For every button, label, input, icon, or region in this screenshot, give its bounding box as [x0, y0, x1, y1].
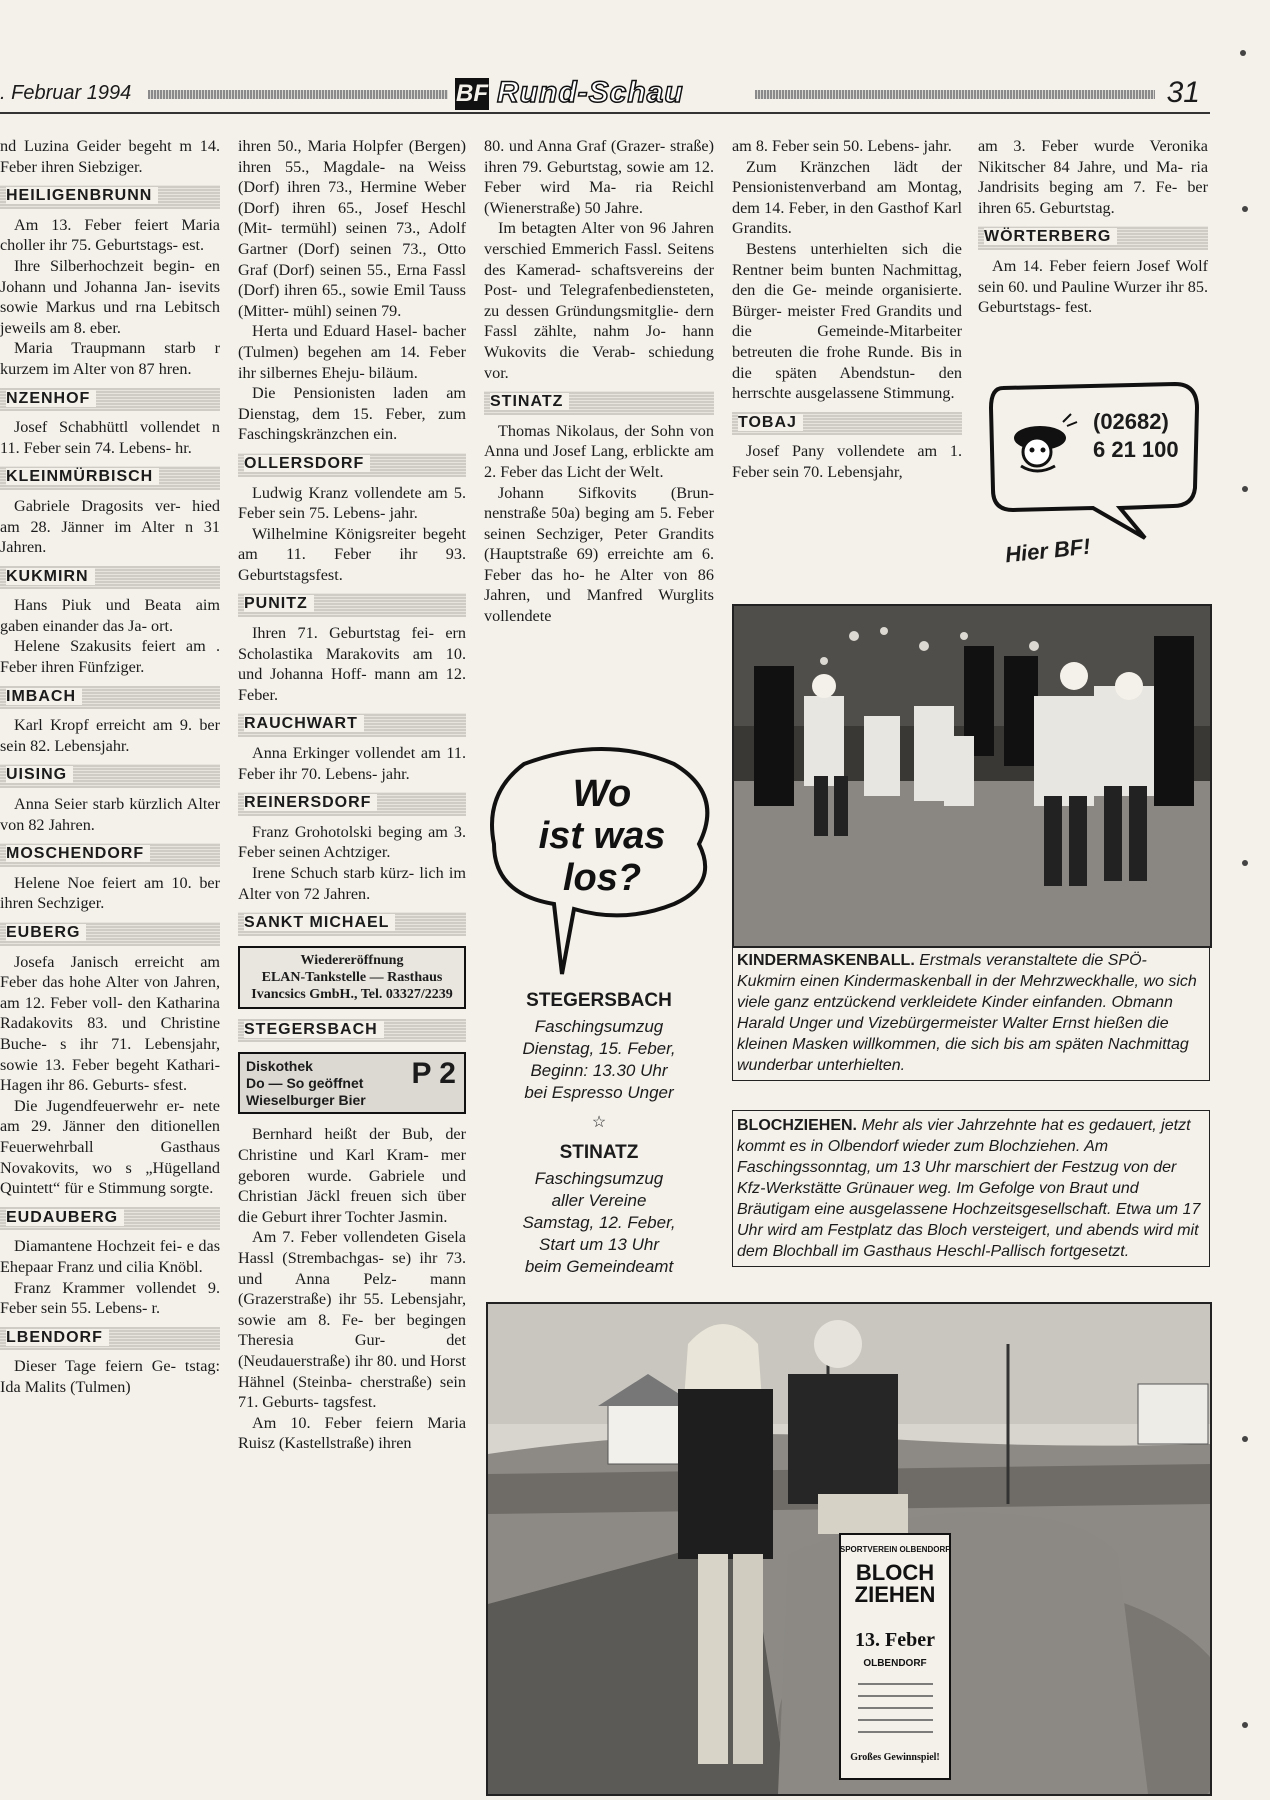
event-line: Faschingsumzug [534, 1169, 664, 1188]
event-line: aller Vereine [551, 1191, 647, 1210]
page-number: 31 [1166, 76, 1200, 109]
photo-image [488, 1304, 1210, 1794]
ad-logo-p2: P 2 [411, 1057, 456, 1091]
paragraph: am 3. Feber wurde Veronika Nikitscher 84 Jahre, und Ma- ria Jandrisits beging am 7. Fe- ber ihren 65. Geburtstag. [978, 137, 1208, 217]
paragraph: Ludwig Kranz vollendete am 5. Feber sein 75. Lebens- jahr. [238, 483, 466, 523]
paragraph: nd Luzina Geider begeht m 14. Feber ihren Siebziger. [0, 137, 220, 176]
section-heading: MOSCHENDORF [0, 843, 220, 867]
paragraph: Herta und Eduard Hasel- bacher (Tulmen) begehen am 14. Feber ihr silbernes Eheju- biläum. [238, 322, 466, 382]
paragraph: Die Jugendfeuerwehr er- nete am 29. Jänner den ditionellen Feuerwehrball Gasthaus Novakovits, wo s „Hügelland Quintett“ für e Stimmung sorgte. [0, 1096, 220, 1198]
section-title: Rund-Schau [497, 76, 684, 109]
issue-date: . Februar 1994 [0, 82, 132, 104]
star-icon: ☆ [591, 1114, 607, 1131]
advertisement-elan [238, 946, 466, 1009]
scan-speck [1242, 206, 1248, 212]
bubble-text-1: Wo [572, 773, 632, 815]
paragraph: Am 13. Feber feiert Maria choller ihr 75. Geburtstags- est. [0, 215, 220, 255]
header-rule-left [148, 90, 448, 99]
paragraph: Karl Kropf erreicht am 9. ber sein 82. Lebensjahr. [0, 716, 220, 755]
column-5 [978, 136, 1208, 318]
paragraph: Die Pensionisten laden am Dienstag, dem 15. Feber, zum Faschingskränzchen ein. [238, 384, 466, 444]
column-2 [238, 136, 466, 1454]
event-line: Beginn: 13.30 Uhr [530, 1061, 668, 1080]
paragraph: Anna Erkinger vollendet am 11. Feber ihr 70. Lebens- jahr. [238, 744, 466, 783]
ad-headline: Wiedereröffnung [300, 952, 404, 968]
paragraph: Bernhard heißt der Bub, der Christine und Karl Kram- mer geboren wurde. Gabriele und Christian Jäckl freuen sich über die Geburt ihrer Tochter Jasmin. [238, 1125, 466, 1226]
event-line: beim Gemeindeamt [524, 1257, 674, 1276]
section-heading: OLLERSDORF [238, 453, 466, 477]
paragraph: Ihren 71. Geburtstag fei- ern Scholastika Marakovits am 10. und Johanna Hoff- mann am 12. Feber. [238, 624, 466, 704]
column-3 [484, 136, 714, 627]
scan-speck [1240, 50, 1246, 56]
paragraph: Hans Piuk und Beata aim gaben einander das Ja- ort. [0, 596, 220, 635]
section-heading: PUNITZ [238, 593, 466, 617]
ad-line: ELAN-Tankstelle — Rasthaus [261, 969, 443, 985]
speech-bubble-icon [484, 744, 724, 984]
event-line: Start um 13 Uhr [539, 1235, 659, 1254]
poster-date: 13. Feber [855, 1629, 935, 1651]
scan-speck [1242, 486, 1248, 492]
paragraph: Anna Seier starb kürzlich Alter von 82 Jahren. [0, 795, 220, 834]
poster-word-2: ZIEHEN [854, 1582, 936, 1607]
rundschau-logo [455, 76, 745, 114]
paragraph: Ihre Silberhochzeit begin- en Johann und Johanna Jan- isevits sowie Markus und rna Lebitsch jeweils am 8. eber. [0, 256, 220, 337]
section-heading: STINATZ [484, 391, 714, 415]
ad-line: Do — So geöffnet [246, 1075, 364, 1092]
section-heading: LBENDORF [0, 1327, 220, 1351]
section-heading: IMBACH [0, 686, 220, 710]
event-place: STEGERSBACH [526, 990, 672, 1011]
caption-heading: KINDERMASKENBALL. [737, 952, 915, 969]
section-heading: EUBERG [0, 922, 220, 946]
caption-text: Erstmals veranstaltete die SPÖ-Kukmirn einen Kindermaskenball in der Mehrzweckhalle, wo sich viele ganz entzückend verkleidete Kinder einfanden. Obmann Harald Unger und Vizebürgermeister Walter Ernst hießen die kleinen Masken willkommen, die sich bis am späten Nachmittag wunderbar unterhielten. [737, 952, 1197, 1074]
scan-speck [1242, 1722, 1248, 1728]
caption-text: Mehr als vier Jahrzehnte hat es gedauert, jetzt kommt es in Olbendorf wieder zum Blochziehen. Am Faschingssonntag, um 13 Uhr marschiert der Festzug von der Kfz-Werkstätte Grünauer weg. Im Gefolge von Braut und Bräutigam eine ausgelassene Hochzeitsgesellschaft. Etwa um 17 Uhr wird am Festplatz das Bloch versteigert, und abends wird mit dem Blochball im Gasthaus Heschl-Pallisch fortgesetzt. [737, 1117, 1201, 1260]
event-line: Samstag, 12. Feber, [522, 1213, 676, 1232]
event-place: STINATZ [559, 1142, 639, 1163]
page-header [0, 78, 1210, 112]
paragraph: Am 7. Feber vollendeten Gisela Hassl (Strembachgas- se) ihr 73. und Anna Pelz- mann (Grazerstraße) ihr 55. Lebensjahr, sowie am 8. Fe- ber begingen Theresia Gur- det (Neudauerstraße) ihr 80. und Horst Hähnel (Steinba- cherstraße) sein 71. Geburts- tagsfest. [238, 1228, 466, 1412]
paragraph: Franz Krammer vollendet 9. Feber sein 55. Lebens- r. [0, 1278, 220, 1318]
section-heading: UISING [0, 764, 220, 788]
paragraph: Maria Traupmann starb r kurzem im Alter von 87 hren. [0, 339, 220, 378]
poster-place: OLBENDORF [863, 1658, 927, 1669]
paragraph: Diamantene Hochzeit fei- e das Ehepaar Franz und cilia Knöbl. [0, 1237, 220, 1276]
section-heading: HEILIGENBRUNN [0, 185, 220, 209]
section-heading: RAUCHWART [238, 713, 466, 737]
paragraph: Thomas Nikolaus, der Sohn von Anna und Josef Lang, erblickte am 2. Feber das Licht der Welt. [484, 421, 714, 481]
column-1 [0, 136, 220, 1397]
photo-blochziehen [486, 1302, 1212, 1796]
header-rule-right [755, 90, 1155, 99]
slogan: Hier BF! [1003, 533, 1092, 568]
advertisement-diskothek [238, 1052, 466, 1114]
poster-club: SPORTVEREIN OLBENDORF [839, 1545, 951, 1554]
paragraph: am 8. Feber sein 50. Lebens- jahr. [732, 137, 952, 155]
paragraph: Gabriele Dragosits ver- hied am 28. Jänner im Alter n 31 Jahren. [0, 496, 220, 557]
paragraph: Bestens unterhielten sich die Rentner beim bunten Nachmittag, den die Ge- meinde organisierte. Bürger- meister Fred Grandits und die Gemeinde-Mitarbeiter betreuten die frohe Runde. Bis in die späten Abendstun- den herrschte ausgelassene Stimmung. [732, 239, 962, 403]
phone-area-code: (02682) [1093, 409, 1169, 434]
event-line: Faschingsumzug [534, 1017, 664, 1036]
paragraph: Josefa Janisch erreicht am Feber das hohe Alter von Jahren, am 12. Feber voll- den Katharina Radakovits 83. und Christine Buche- s ihr 71. Lebensjahr, sowie 13. Feber begeht Kathari- Hagen ihr 86. Geburts- sfest. [0, 952, 220, 1095]
paragraph: Helene Noe feiert am 10. ber ihren Sechziger. [0, 873, 220, 913]
poster-bottom: Großes Gewinnspiel! [850, 1752, 940, 1763]
bloch-poster [840, 1534, 950, 1779]
section-heading: KUKMIRN [0, 566, 220, 590]
photo-kindermaskenball [732, 604, 1212, 948]
scan-speck [1242, 860, 1248, 866]
paragraph: ihren 50., Maria Holpfer (Bergen) ihren 55., Magdale- na Weiss (Dorf) ihren 73., Hermine Weber (Dorf) ihren 65., Josef Heschl (Mit- termühl) seinen 73., Adolf Gartner (Dorf) seinen 73., Otto Graf (Dorf) seinen 55., Erna Fassl (Dorf) ihren 65., sowie Emil Tauss (Mitter- mühl) seinen 79. [238, 137, 466, 320]
caption-kindermaskenball [732, 946, 1210, 1081]
section-heading: KLEINMÜRBISCH [0, 466, 220, 490]
paragraph: Franz Grohotolski beging am 3. Feber seinen Achtziger. [238, 822, 466, 862]
paragraph: Josef Pany vollendete am 1. Feber sein 70. Lebensjahr, [732, 442, 962, 481]
section-heading: EUDAUBERG [0, 1207, 220, 1231]
paragraph: Wilhelmine Königsreiter begeht am 11. Feber ihr 93. Geburtstagsfest. [238, 524, 466, 584]
paragraph: Josef Schabhüttl vollendet n 11. Feber sein 74. Lebens- hr. [0, 418, 220, 457]
section-heading: SANKT MICHAEL [238, 912, 466, 936]
section-heading: TOBAJ [732, 412, 962, 436]
photo-image [734, 606, 1210, 946]
ad-line: Diskothek [246, 1058, 313, 1075]
paragraph: 80. und Anna Graf (Grazer- straße) ihren 79. Geburtstag, sowie am 12. Feber wird Ma- ria Reichl (Wienerstraße) 50 Jahre. [484, 137, 714, 217]
events-box [484, 744, 724, 1294]
bubble-text-2: ist was [538, 815, 666, 857]
paragraph: Helene Szakusits feiert am . Feber ihren Fünfziger. [0, 637, 220, 677]
event-line: Dienstag, 15. Feber, [522, 1039, 676, 1058]
paragraph: Irene Schuch starb kürz- lich im Alter von 72 Jahren. [238, 864, 466, 903]
section-heading: STEGERSBACH [238, 1019, 466, 1043]
phone-local-number: 6 21 100 [1093, 437, 1179, 462]
scan-speck [1242, 1436, 1248, 1442]
section-heading: WÖRTERBERG [978, 226, 1208, 250]
ad-line: Ivancsics GmbH., Tel. 03327/2239 [251, 986, 453, 1002]
events-list [484, 984, 714, 1278]
paragraph: Dieser Tage feiern Ge- tstag: Ida Malits (Tulmen) [0, 1357, 220, 1396]
phone-hotline-box [985, 378, 1205, 568]
column-4 [732, 136, 962, 483]
paragraph: Im betagten Alter von 96 Jahren verschied Emmerich Fassl. Seitens des Kamerad- schaftsvereins der Post- und Telegrafenbediensteten, zu dessen Gründungsmitglie- dern Fassl zählte, nahm Jo- hann Wukovits die Verab- schiedung vor. [484, 219, 714, 382]
bf-logo: BF [455, 78, 489, 110]
header-underline [0, 112, 1210, 114]
paragraph: Zum Kränzchen lädt der Pensionistenverband am Montag, dem 14. Feber, in den Gasthof Karl Grandits. [732, 157, 962, 238]
paragraph: Johann Sifkovits (Brun- nenstraße 50a) beging am 5. Feber seinen Sechziger, Peter Grandits (Hauptstraße 69) erreichte am 6. Feber das ho- he Alter von 86 Jahren, und Manfred Wurglits vollendete [484, 483, 714, 626]
phone-number [1093, 408, 1179, 464]
section-heading: NZENHOF [0, 388, 220, 412]
caption-blochziehen [732, 1110, 1210, 1267]
event-line: bei Espresso Unger [524, 1083, 674, 1102]
ad-line: Wieselburger Bier [246, 1092, 366, 1109]
poster-word-1: BLOCH [855, 1560, 935, 1585]
paragraph: Am 14. Feber feiern Josef Wolf sein 60. und Pauline Wurzer ihr 85. Geburtstags- fest. [978, 256, 1208, 317]
caption-heading: BLOCHZIEHEN. [737, 1117, 857, 1134]
bubble-text-3: los? [562, 857, 642, 899]
paragraph: Am 10. Feber feiern Maria Ruisz (Kastellstraße) ihren [238, 1413, 466, 1453]
section-heading: REINERSDORF [238, 792, 466, 816]
